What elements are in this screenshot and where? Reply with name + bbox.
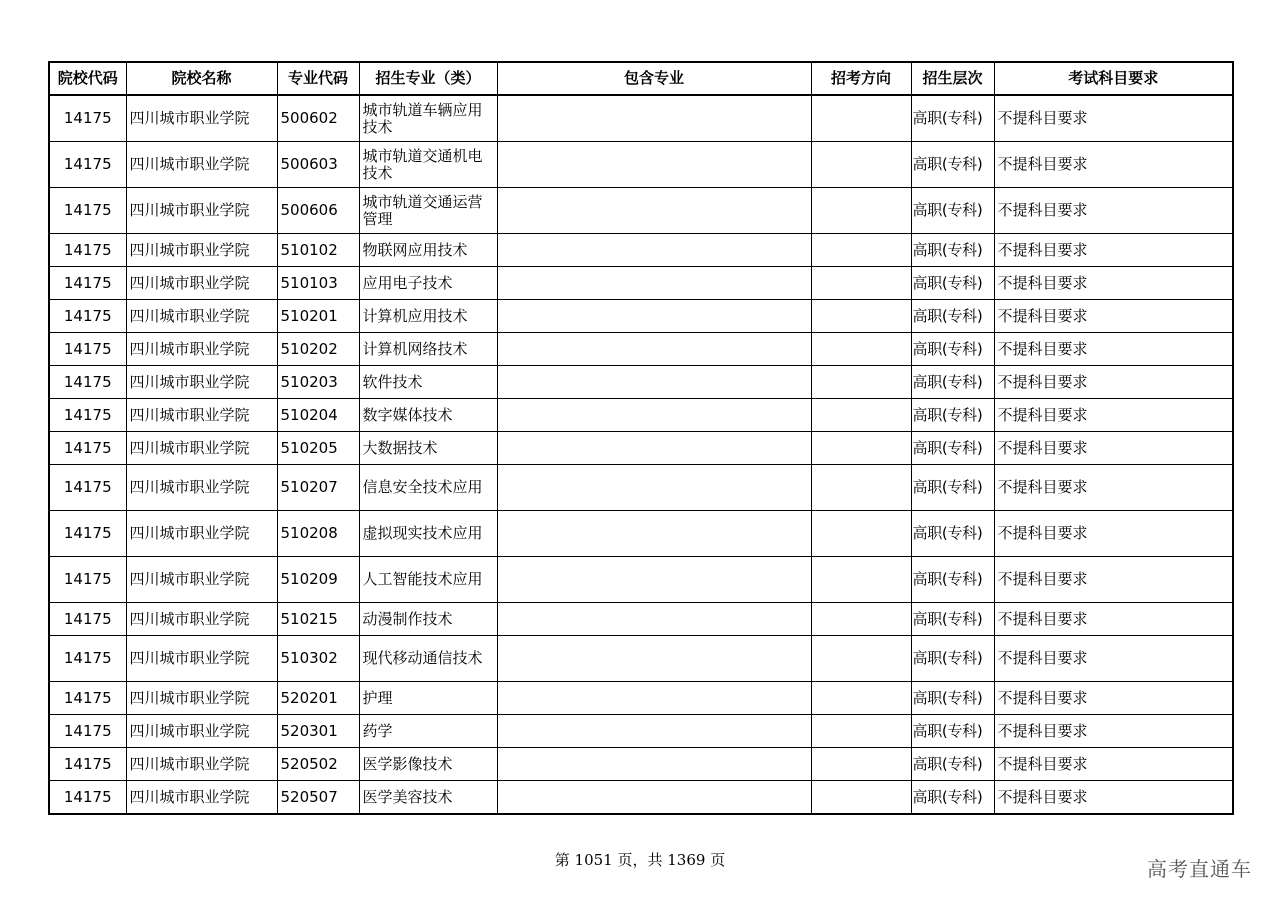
cell-school-code: 14175 [49,95,126,142]
cell-school-code: 14175 [49,142,126,188]
cell-school-code: 14175 [49,188,126,234]
cell-level: 高职(专科) [911,399,994,432]
cell-level: 高职(专科) [911,781,994,815]
cell-direction [811,781,911,815]
cell-major-code: 510204 [277,399,359,432]
cell-school-code: 14175 [49,399,126,432]
header-major: 招生专业（类） [359,62,497,95]
cell-level: 高职(专科) [911,142,994,188]
table-row [49,267,1233,300]
cell-school-name: 四川城市职业学院 [126,95,277,142]
header-school-code: 院校代码 [49,62,126,95]
cell-included-majors [497,234,811,267]
cell-school-code: 14175 [49,465,126,511]
cell-direction [811,399,911,432]
cell-level: 高职(专科) [911,366,994,399]
table-row [49,234,1233,267]
cell-level: 高职(专科) [911,682,994,715]
table-row [49,95,1233,142]
cell-school-name: 四川城市职业学院 [126,682,277,715]
table-row [49,300,1233,333]
cell-included-majors [497,95,811,142]
table-row [49,603,1233,636]
cell-major-code: 510207 [277,465,359,511]
table-row [49,366,1233,399]
cell-school-name: 四川城市职业学院 [126,603,277,636]
cell-subject-requirement: 不提科目要求 [994,188,1233,234]
cell-included-majors [497,748,811,781]
cell-major-code: 510103 [277,267,359,300]
cell-major-code: 510209 [277,557,359,603]
cell-major-code: 510202 [277,333,359,366]
cell-major-code: 520507 [277,781,359,815]
header-included-majors: 包含专业 [497,62,811,95]
cell-school-name: 四川城市职业学院 [126,142,277,188]
cell-school-name: 四川城市职业学院 [126,300,277,333]
cell-major: 医学美容技术 [359,781,497,815]
cell-school-code: 14175 [49,432,126,465]
cell-major: 虚拟现实技术应用 [359,511,497,557]
cell-major: 计算机应用技术 [359,300,497,333]
cell-level: 高职(专科) [911,748,994,781]
cell-included-majors [497,636,811,682]
cell-subject-requirement: 不提科目要求 [994,142,1233,188]
cell-school-code: 14175 [49,267,126,300]
cell-direction [811,636,911,682]
table-row [49,511,1233,557]
cell-school-name: 四川城市职业学院 [126,366,277,399]
cell-direction [811,511,911,557]
cell-major-code: 510208 [277,511,359,557]
cell-major: 药学 [359,715,497,748]
cell-school-code: 14175 [49,682,126,715]
table-row [49,188,1233,234]
cell-major-code: 520502 [277,748,359,781]
cell-included-majors [497,511,811,557]
cell-subject-requirement: 不提科目要求 [994,366,1233,399]
cell-school-name: 四川城市职业学院 [126,781,277,815]
cell-subject-requirement: 不提科目要求 [994,511,1233,557]
cell-school-code: 14175 [49,603,126,636]
cell-level: 高职(专科) [911,333,994,366]
table-row [49,142,1233,188]
cell-direction [811,234,911,267]
cell-included-majors [497,300,811,333]
header-subject-requirement: 考试科目要求 [994,62,1233,95]
cell-school-name: 四川城市职业学院 [126,267,277,300]
cell-school-name: 四川城市职业学院 [126,333,277,366]
cell-major-code: 510205 [277,432,359,465]
cell-direction [811,300,911,333]
cell-subject-requirement: 不提科目要求 [994,432,1233,465]
cell-included-majors [497,142,811,188]
cell-school-code: 14175 [49,748,126,781]
cell-subject-requirement: 不提科目要求 [994,234,1233,267]
table-row [49,682,1233,715]
cell-subject-requirement: 不提科目要求 [994,333,1233,366]
cell-subject-requirement: 不提科目要求 [994,465,1233,511]
cell-school-name: 四川城市职业学院 [126,432,277,465]
table-row [49,465,1233,511]
cell-school-code: 14175 [49,636,126,682]
cell-level: 高职(专科) [911,557,994,603]
header-direction: 招考方向 [811,62,911,95]
cell-school-name: 四川城市职业学院 [126,748,277,781]
cell-direction [811,267,911,300]
cell-level: 高职(专科) [911,636,994,682]
cell-school-code: 14175 [49,366,126,399]
cell-level: 高职(专科) [911,465,994,511]
cell-level: 高职(专科) [911,511,994,557]
cell-level: 高职(专科) [911,300,994,333]
cell-subject-requirement: 不提科目要求 [994,95,1233,142]
table-body [49,95,1233,814]
cell-major: 信息安全技术应用 [359,465,497,511]
cell-level: 高职(专科) [911,188,994,234]
header-school-name: 院校名称 [126,62,277,95]
cell-level: 高职(专科) [911,432,994,465]
cell-direction [811,366,911,399]
cell-school-code: 14175 [49,300,126,333]
header-level: 招生层次 [911,62,994,95]
table-row [49,432,1233,465]
table-row [49,715,1233,748]
cell-school-code: 14175 [49,781,126,815]
cell-subject-requirement: 不提科目要求 [994,715,1233,748]
cell-subject-requirement: 不提科目要求 [994,682,1233,715]
table-row [49,748,1233,781]
table-row [49,557,1233,603]
cell-subject-requirement: 不提科目要求 [994,557,1233,603]
cell-included-majors [497,333,811,366]
header-major-code: 专业代码 [277,62,359,95]
cell-direction [811,333,911,366]
cell-subject-requirement: 不提科目要求 [994,603,1233,636]
cell-direction [811,465,911,511]
cell-major: 城市轨道交通运营管理 [359,188,497,234]
cell-level: 高职(专科) [911,267,994,300]
cell-direction [811,748,911,781]
cell-direction [811,142,911,188]
cell-direction [811,188,911,234]
cell-school-name: 四川城市职业学院 [126,636,277,682]
cell-school-code: 14175 [49,333,126,366]
cell-included-majors [497,366,811,399]
cell-major: 人工智能技术应用 [359,557,497,603]
cell-major-code: 520201 [277,682,359,715]
cell-major: 医学影像技术 [359,748,497,781]
cell-included-majors [497,603,811,636]
cell-included-majors [497,715,811,748]
cell-subject-requirement: 不提科目要求 [994,267,1233,300]
watermark-text: 高考直通车 [1147,857,1252,881]
cell-school-name: 四川城市职业学院 [126,234,277,267]
cell-subject-requirement: 不提科目要求 [994,300,1233,333]
cell-direction [811,715,911,748]
cell-major: 数字媒体技术 [359,399,497,432]
cell-included-majors [497,781,811,815]
cell-major: 软件技术 [359,366,497,399]
cell-school-name: 四川城市职业学院 [126,399,277,432]
cell-major-code: 510201 [277,300,359,333]
cell-included-majors [497,682,811,715]
cell-school-code: 14175 [49,511,126,557]
cell-included-majors [497,465,811,511]
cell-major: 现代移动通信技术 [359,636,497,682]
cell-major: 护理 [359,682,497,715]
cell-major: 计算机网络技术 [359,333,497,366]
cell-included-majors [497,188,811,234]
table-row [49,399,1233,432]
cell-major: 物联网应用技术 [359,234,497,267]
cell-level: 高职(专科) [911,95,994,142]
cell-school-code: 14175 [49,715,126,748]
cell-direction [811,557,911,603]
cell-major-code: 510203 [277,366,359,399]
table-row [49,781,1233,815]
header-row [49,62,1233,95]
cell-major-code: 520301 [277,715,359,748]
cell-included-majors [497,399,811,432]
cell-major-code: 500602 [277,95,359,142]
cell-major: 大数据技术 [359,432,497,465]
cell-major: 城市轨道交通机电技术 [359,142,497,188]
cell-subject-requirement: 不提科目要求 [994,636,1233,682]
cell-major-code: 510215 [277,603,359,636]
table-row [49,636,1233,682]
cell-major-code: 510102 [277,234,359,267]
cell-direction [811,682,911,715]
cell-school-name: 四川城市职业学院 [126,557,277,603]
cell-direction [811,603,911,636]
cell-direction [811,95,911,142]
cell-direction [811,432,911,465]
cell-subject-requirement: 不提科目要求 [994,781,1233,815]
cell-included-majors [497,267,811,300]
cell-included-majors [497,432,811,465]
admissions-table [48,61,1234,815]
table-row [49,333,1233,366]
cell-school-name: 四川城市职业学院 [126,715,277,748]
cell-subject-requirement: 不提科目要求 [994,399,1233,432]
cell-major: 城市轨道车辆应用技术 [359,95,497,142]
cell-school-name: 四川城市职业学院 [126,465,277,511]
cell-major-code: 500606 [277,188,359,234]
cell-major-code: 500603 [277,142,359,188]
cell-major: 应用电子技术 [359,267,497,300]
cell-level: 高职(专科) [911,715,994,748]
cell-school-code: 14175 [49,234,126,267]
page-number: 第 1051 页，共 1369 页 [554,851,726,869]
cell-school-code: 14175 [49,557,126,603]
cell-school-name: 四川城市职业学院 [126,511,277,557]
cell-subject-requirement: 不提科目要求 [994,748,1233,781]
cell-major-code: 510302 [277,636,359,682]
cell-level: 高职(专科) [911,603,994,636]
cell-school-name: 四川城市职业学院 [126,188,277,234]
cell-major: 动漫制作技术 [359,603,497,636]
cell-included-majors [497,557,811,603]
cell-level: 高职(专科) [911,234,994,267]
